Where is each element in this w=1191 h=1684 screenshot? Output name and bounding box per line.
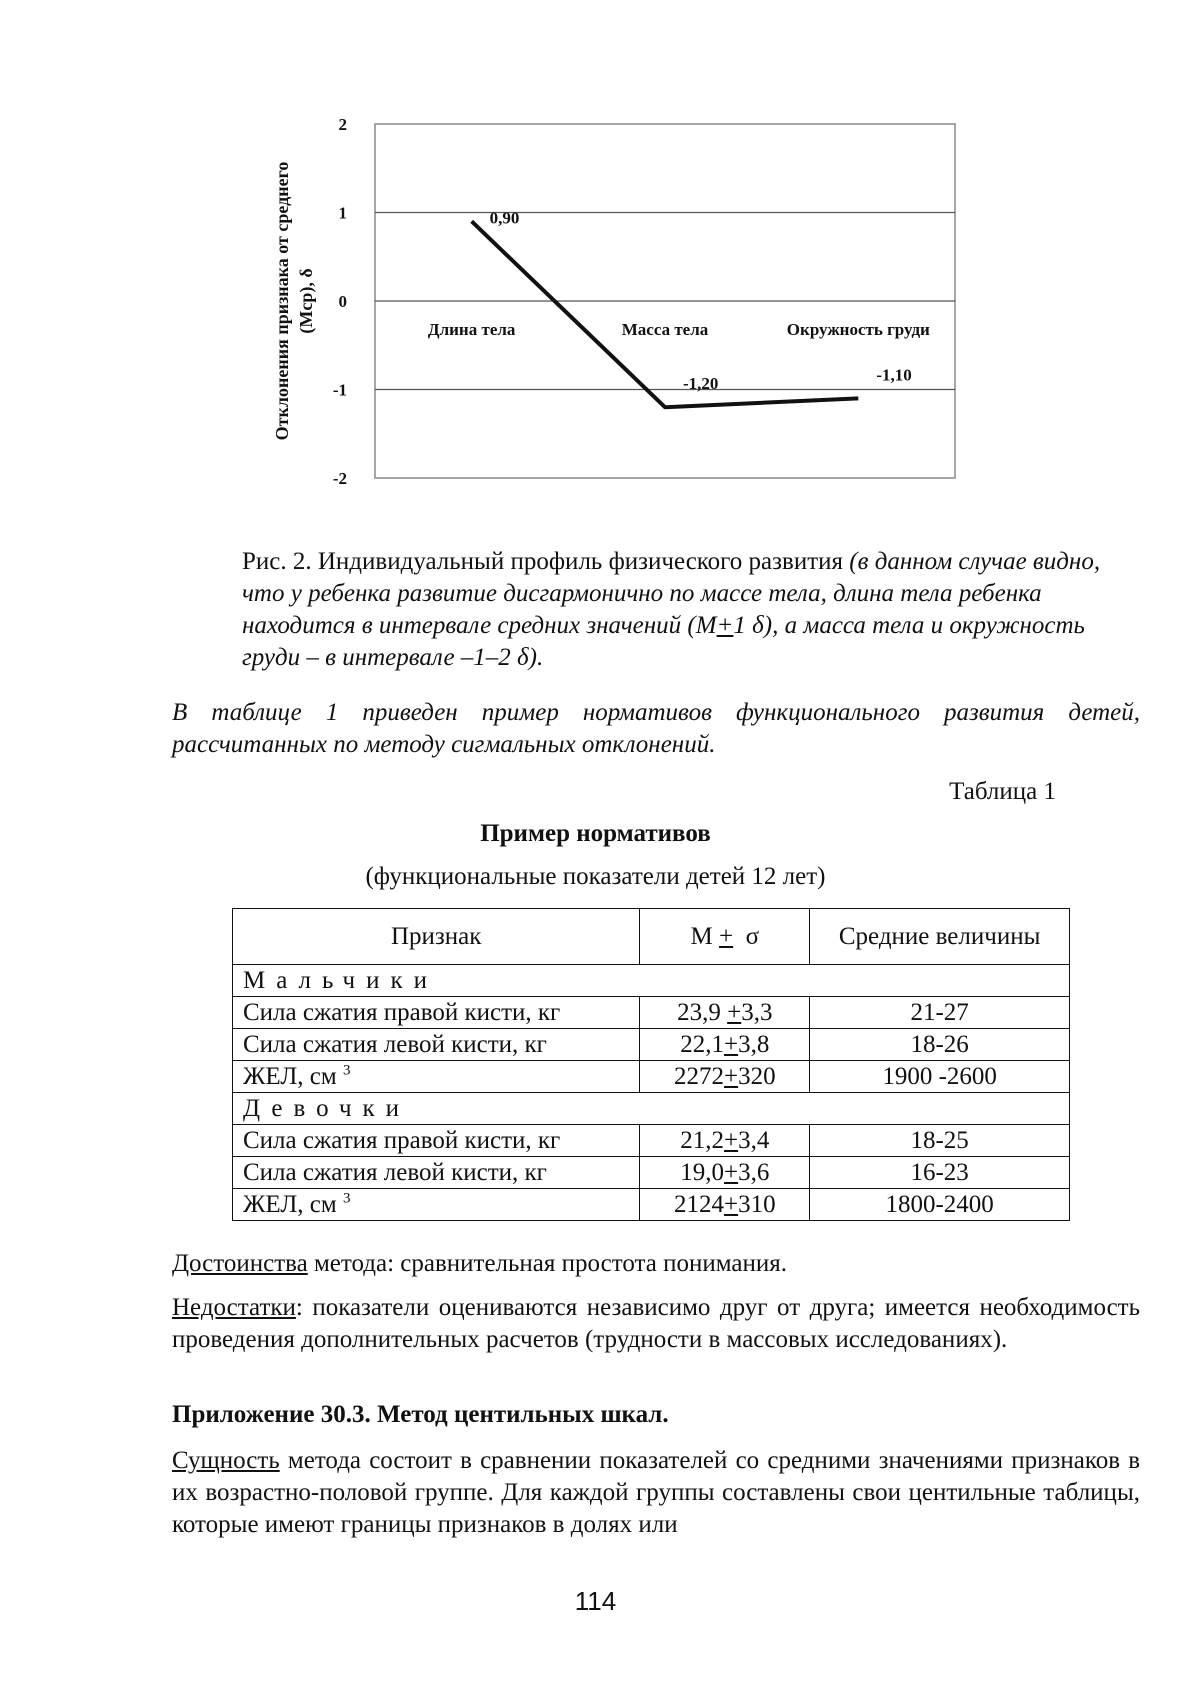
y-axis-label-line2: (Мср), δ xyxy=(296,268,316,334)
m-sigma-cell: 2124+310 xyxy=(640,1189,810,1221)
group-row-girls xyxy=(233,1093,1070,1125)
feature-cell: Сила сжатия левой кисти, кг xyxy=(233,1029,640,1061)
feature-cell: Сила сжатия правой кисти, кг xyxy=(233,1125,640,1157)
caption-explanation: (в данном случае видно, что у ребенка развитие дисгармонично по массе тела, длина тела ребенка находится в интервале средних значений (М+1 δ), а масса тела и окружность груди – в интервале –1–2 δ). xyxy=(242,548,1101,671)
norms-table xyxy=(232,908,1070,1221)
average-cell: 1800-2400 xyxy=(810,1189,1070,1221)
m-sigma-cell: 23,9 +3,3 xyxy=(640,997,810,1029)
data-label: -1,20 xyxy=(683,374,719,394)
m-sigma-cell: 2272+320 xyxy=(640,1061,810,1093)
caption-title: Рис. 2. Индивидуальный профиль физического развития xyxy=(242,548,850,575)
table-title: Пример нормативов xyxy=(480,820,711,847)
average-cell: 1900 -2600 xyxy=(810,1061,1070,1093)
table-subtitle: (функциональные показатели детей 12 лет) xyxy=(365,863,826,890)
average-cell: 16-23 xyxy=(810,1157,1070,1189)
intro-paragraph: В таблице 1 приведен пример нормативов функционального развития детей, рассчитанных по методу сигмальных отклонений. xyxy=(172,699,1140,758)
y-tick-label: -2 xyxy=(332,469,347,488)
table-row xyxy=(233,997,1070,1029)
disadvantages-paragraph: Недостатки: показатели оцениваются независимо друг от друга; имеется необходимость проведения дополнительных расчетов (трудности в массовых исследованиях). xyxy=(172,1294,1140,1353)
average-cell: 18-26 xyxy=(810,1029,1070,1061)
header-feature: Признак xyxy=(233,909,640,965)
table-row xyxy=(233,1029,1070,1061)
table-number: Таблица 1 xyxy=(949,778,1056,805)
m-sigma-cell: 21,2+3,4 xyxy=(640,1125,810,1157)
appendix-heading: Приложение 30.3. Метод центильных шкал. xyxy=(172,1401,669,1428)
advantages-term: Достоинства xyxy=(172,1250,308,1277)
disadvantages-term: Недостатки xyxy=(172,1294,296,1321)
x-category-label: Длина тела xyxy=(427,320,516,339)
feature-cell: Сила сжатия левой кисти, кг xyxy=(233,1157,640,1189)
page-number: 114 xyxy=(574,1586,617,1616)
table-row xyxy=(233,1157,1070,1189)
advantages-paragraph: Достоинства метода: сравнительная простота понимания. xyxy=(172,1250,787,1277)
figure-caption xyxy=(242,546,1122,674)
essence-paragraph: Сущность метода состоит в сравнении показателей со средними значениями признаков в их возрастно-половой группе. Для каждой группы составлены свои центильные таблицы, которые имеют границы признаков в долях или xyxy=(172,1447,1140,1538)
essence-term: Сущность xyxy=(172,1447,280,1474)
table-header-row xyxy=(233,909,1070,965)
y-axis-label-line1: Отклонения признака от среднего xyxy=(272,161,292,441)
y-tick-label: -1 xyxy=(332,380,347,400)
average-cell: 18-25 xyxy=(810,1125,1070,1157)
y-tick-label: 2 xyxy=(338,115,347,134)
m-sigma-cell: 19,0+3,6 xyxy=(640,1157,810,1189)
m-sigma-cell: 22,1+3,8 xyxy=(640,1029,810,1061)
profile-chart-svg xyxy=(250,110,1010,530)
header-m-sigma: М + σ xyxy=(640,909,810,965)
x-category-label: Масса тела xyxy=(621,320,709,339)
group-row-boys xyxy=(233,965,1070,997)
average-cell: 21-27 xyxy=(810,997,1070,1029)
y-tick-label: 0 xyxy=(338,292,347,311)
x-category-label: Окружность груди xyxy=(786,320,930,339)
feature-cell: Сила сжатия правой кисти, кг xyxy=(233,997,640,1029)
group-label-boys: Мальчики xyxy=(233,965,1070,997)
table-row xyxy=(233,1125,1070,1157)
data-label: -1,10 xyxy=(876,365,912,385)
table-row xyxy=(233,1189,1070,1221)
feature-cell: ЖЕЛ, см $^3$ xyxy=(233,1189,640,1221)
header-average: Средние величины xyxy=(810,909,1070,965)
table-row xyxy=(233,1061,1070,1093)
y-tick-label: 1 xyxy=(338,203,347,223)
feature-cell: ЖЕЛ, см $^3$ xyxy=(233,1061,640,1093)
group-label-girls: Девочки xyxy=(233,1093,1070,1125)
series-line xyxy=(472,221,859,407)
data-label: 0,90 xyxy=(489,208,520,228)
profile-chart xyxy=(250,110,1010,530)
